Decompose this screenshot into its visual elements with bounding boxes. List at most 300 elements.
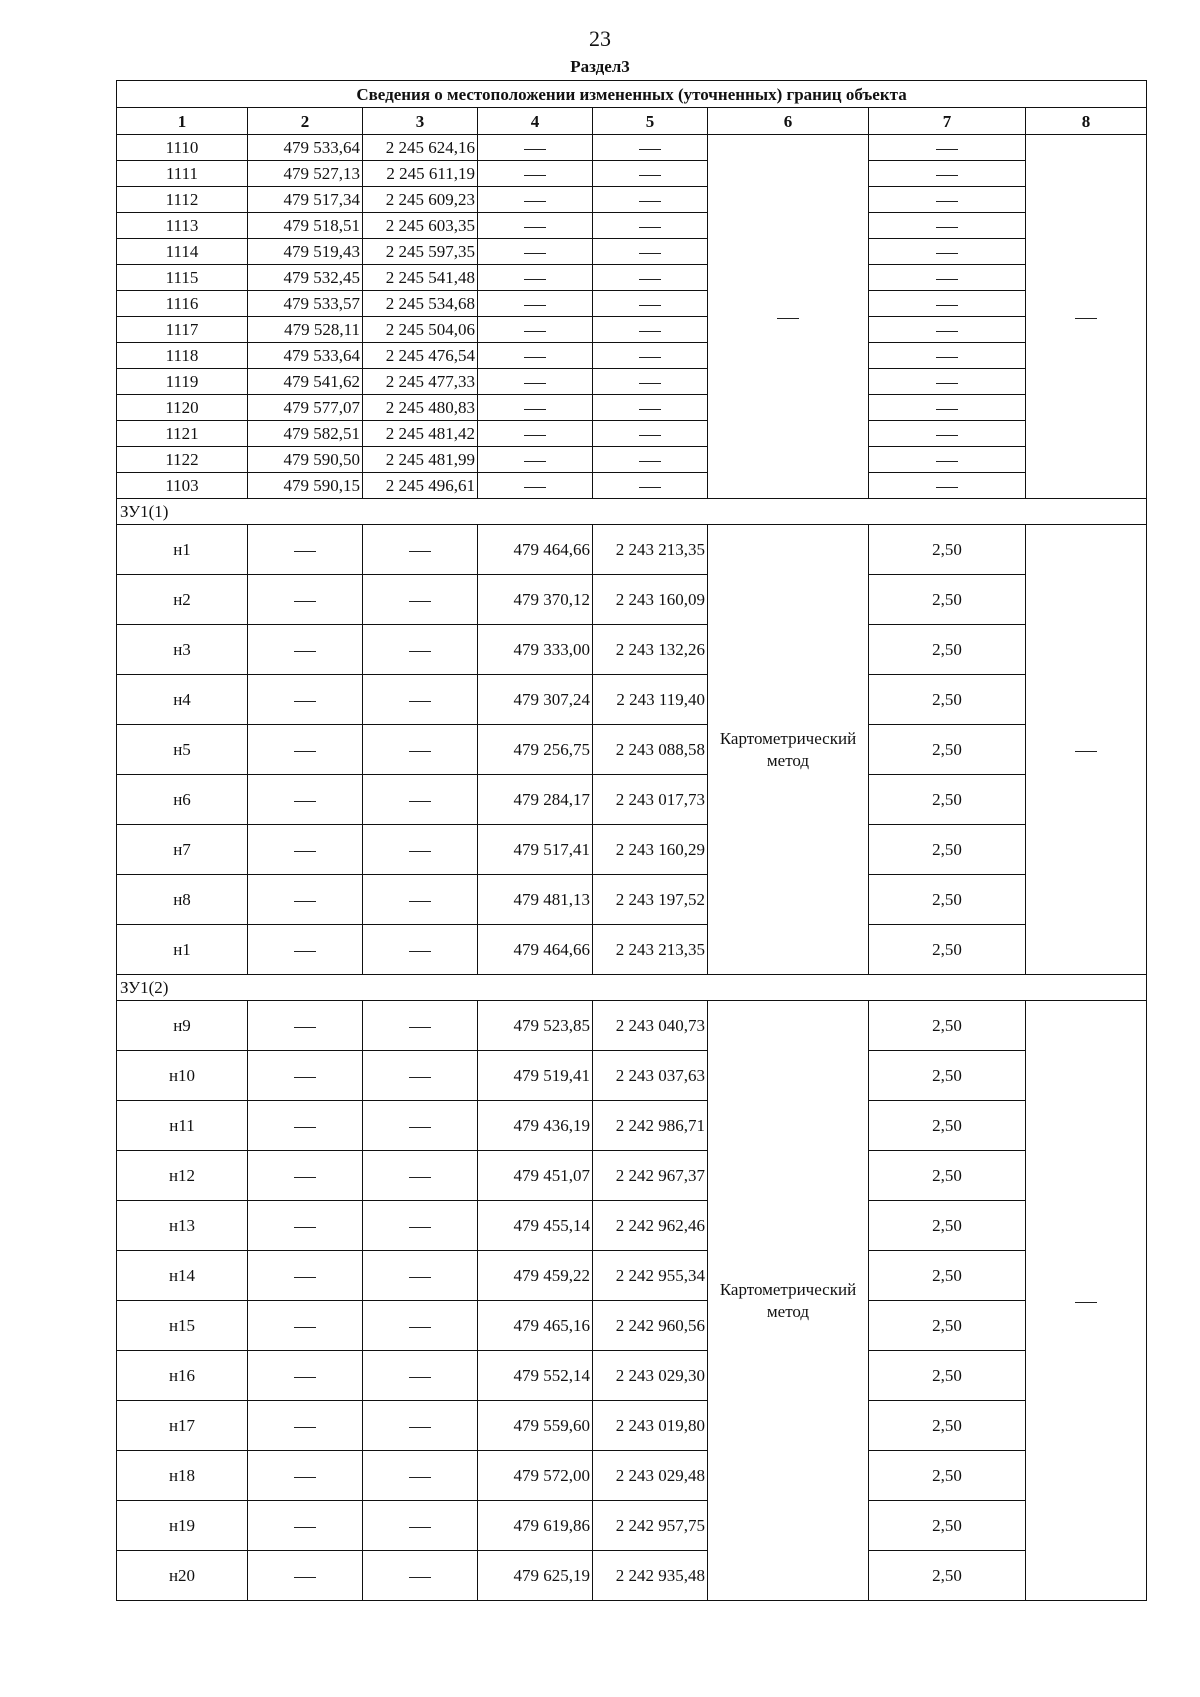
- x-old-value: 479 519,43: [248, 239, 363, 265]
- y-old-value: 2 245 597,35: [363, 239, 478, 265]
- dash-mark: [936, 435, 958, 436]
- x-new-value: [478, 343, 593, 369]
- dash-mark: [409, 751, 431, 752]
- dash-mark: [936, 279, 958, 280]
- y-new-value: [593, 161, 708, 187]
- dash-mark: [409, 1327, 431, 1328]
- dash-mark: [936, 175, 958, 176]
- x-old-value: [248, 1501, 363, 1551]
- precision-value: [869, 343, 1026, 369]
- point-number: 1103: [117, 473, 248, 499]
- description-value: [1026, 135, 1147, 499]
- point-number: н15: [117, 1301, 248, 1351]
- table-row: [117, 1251, 1147, 1301]
- y-old-value: 2 245 480,83: [363, 395, 478, 421]
- x-old-value: [248, 1351, 363, 1401]
- dash-mark: [409, 601, 431, 602]
- precision-value: [869, 161, 1026, 187]
- dash-mark: [409, 1527, 431, 1528]
- dash-mark: [294, 1227, 316, 1228]
- dash-mark: [639, 305, 661, 306]
- precision-value: 2,50: [869, 1001, 1026, 1051]
- precision-value: [869, 239, 1026, 265]
- y-new-value: 2 243 213,35: [593, 525, 708, 575]
- x-old-value: [248, 825, 363, 875]
- y-old-value: [363, 1301, 478, 1351]
- x-new-value: 479 256,75: [478, 725, 593, 775]
- dash-mark: [294, 701, 316, 702]
- dash-mark: [524, 175, 546, 176]
- point-number: н2: [117, 575, 248, 625]
- dash-mark: [639, 461, 661, 462]
- table-row: [117, 825, 1147, 875]
- y-new-value: 2 243 119,40: [593, 675, 708, 725]
- dash-mark: [524, 383, 546, 384]
- precision-value: [869, 291, 1026, 317]
- x-old-value: [248, 1001, 363, 1051]
- y-new-value: 2 243 037,63: [593, 1051, 708, 1101]
- table-row: [117, 291, 1147, 317]
- precision-value: 2,50: [869, 725, 1026, 775]
- dash-mark: [639, 279, 661, 280]
- table-row: [117, 421, 1147, 447]
- dash-mark: [409, 801, 431, 802]
- x-new-value: 479 307,24: [478, 675, 593, 725]
- dash-mark: [639, 149, 661, 150]
- precision-value: 2,50: [869, 1201, 1026, 1251]
- y-old-value: [363, 1201, 478, 1251]
- table-row: [117, 473, 1147, 499]
- y-old-value: [363, 875, 478, 925]
- y-new-value: 2 243 040,73: [593, 1001, 708, 1051]
- point-number: н16: [117, 1351, 248, 1401]
- table-row: [117, 875, 1147, 925]
- dash-mark: [524, 227, 546, 228]
- dash-mark: [936, 357, 958, 358]
- column-number: 2: [248, 108, 363, 135]
- dash-mark: [294, 1527, 316, 1528]
- y-new-value: 2 242 957,75: [593, 1501, 708, 1551]
- x-old-value: [248, 1251, 363, 1301]
- dash-mark: [639, 175, 661, 176]
- dash-mark: [639, 409, 661, 410]
- dash-mark: [524, 435, 546, 436]
- x-new-value: [478, 291, 593, 317]
- precision-value: 2,50: [869, 1351, 1026, 1401]
- point-number: 1113: [117, 213, 248, 239]
- y-new-value: 2 242 962,46: [593, 1201, 708, 1251]
- y-new-value: [593, 265, 708, 291]
- y-old-value: 2 245 603,35: [363, 213, 478, 239]
- point-number: 1119: [117, 369, 248, 395]
- dash-mark: [409, 1077, 431, 1078]
- y-old-value: 2 245 476,54: [363, 343, 478, 369]
- x-old-value: [248, 1101, 363, 1151]
- column-number: 1: [117, 108, 248, 135]
- precision-value: 2,50: [869, 1101, 1026, 1151]
- y-old-value: [363, 1401, 478, 1451]
- y-old-value: [363, 1501, 478, 1551]
- x-old-value: [248, 575, 363, 625]
- group-label: ЗУ1(1): [117, 499, 1147, 525]
- y-new-value: [593, 291, 708, 317]
- y-old-value: 2 245 496,61: [363, 473, 478, 499]
- point-number: 1115: [117, 265, 248, 291]
- precision-value: 2,50: [869, 775, 1026, 825]
- dash-mark: [294, 851, 316, 852]
- x-new-value: 479 517,41: [478, 825, 593, 875]
- dash-mark: [409, 851, 431, 852]
- table-row: [117, 725, 1147, 775]
- x-new-value: 479 455,14: [478, 1201, 593, 1251]
- y-old-value: 2 245 541,48: [363, 265, 478, 291]
- y-new-value: 2 242 935,48: [593, 1551, 708, 1601]
- point-number: н1: [117, 925, 248, 975]
- precision-value: [869, 473, 1026, 499]
- table-row: [117, 187, 1147, 213]
- table-row: [117, 447, 1147, 473]
- x-new-value: [478, 317, 593, 343]
- precision-value: [869, 187, 1026, 213]
- x-old-value: [248, 725, 363, 775]
- point-number: н6: [117, 775, 248, 825]
- x-old-value: 479 590,15: [248, 473, 363, 499]
- x-old-value: 479 577,07: [248, 395, 363, 421]
- dash-mark: [524, 149, 546, 150]
- x-old-value: [248, 875, 363, 925]
- y-new-value: 2 243 017,73: [593, 775, 708, 825]
- table-row: [117, 525, 1147, 575]
- dash-mark: [409, 701, 431, 702]
- y-old-value: 2 245 477,33: [363, 369, 478, 395]
- dash-mark: [294, 901, 316, 902]
- dash-mark: [294, 951, 316, 952]
- x-new-value: 479 436,19: [478, 1101, 593, 1151]
- x-new-value: [478, 161, 593, 187]
- dash-mark: [294, 1427, 316, 1428]
- dash-mark: [294, 1177, 316, 1178]
- group-row: [117, 499, 1147, 525]
- point-number: н18: [117, 1451, 248, 1501]
- precision-value: 2,50: [869, 825, 1026, 875]
- dash-mark: [936, 149, 958, 150]
- x-new-value: 479 559,60: [478, 1401, 593, 1451]
- dash-mark: [294, 601, 316, 602]
- y-new-value: 2 243 160,09: [593, 575, 708, 625]
- x-old-value: 479 517,34: [248, 187, 363, 213]
- y-old-value: 2 245 504,06: [363, 317, 478, 343]
- dash-mark: [524, 487, 546, 488]
- x-old-value: 479 541,62: [248, 369, 363, 395]
- dash-mark: [409, 651, 431, 652]
- dash-mark: [294, 1127, 316, 1128]
- precision-value: 2,50: [869, 525, 1026, 575]
- point-number: н1: [117, 525, 248, 575]
- y-new-value: [593, 239, 708, 265]
- y-new-value: [593, 395, 708, 421]
- y-new-value: 2 243 213,35: [593, 925, 708, 975]
- y-new-value: [593, 369, 708, 395]
- dash-mark: [1075, 751, 1097, 752]
- dash-mark: [936, 409, 958, 410]
- y-new-value: [593, 447, 708, 473]
- table-row: [117, 1001, 1147, 1051]
- x-old-value: [248, 525, 363, 575]
- point-number: н10: [117, 1051, 248, 1101]
- x-old-value: 479 532,45: [248, 265, 363, 291]
- description-value: [1026, 525, 1147, 975]
- table-row: [117, 1151, 1147, 1201]
- dash-mark: [409, 1277, 431, 1278]
- x-new-value: 479 451,07: [478, 1151, 593, 1201]
- dash-mark: [639, 227, 661, 228]
- x-new-value: [478, 395, 593, 421]
- y-new-value: 2 242 967,37: [593, 1151, 708, 1201]
- point-number: н17: [117, 1401, 248, 1451]
- dash-mark: [294, 801, 316, 802]
- dash-mark: [409, 1477, 431, 1478]
- page-number: 23: [589, 26, 611, 51]
- precision-value: 2,50: [869, 1301, 1026, 1351]
- table-row: [117, 1201, 1147, 1251]
- method-value: Картометрический метод: [708, 1001, 869, 1601]
- x-old-value: [248, 1451, 363, 1501]
- dash-mark: [409, 951, 431, 952]
- dash-mark: [409, 1427, 431, 1428]
- y-old-value: [363, 1051, 478, 1101]
- dash-mark: [409, 1127, 431, 1128]
- point-number: н7: [117, 825, 248, 875]
- y-old-value: [363, 1251, 478, 1301]
- table-row: [117, 135, 1147, 161]
- x-new-value: 479 284,17: [478, 775, 593, 825]
- point-number: 1116: [117, 291, 248, 317]
- column-number: 4: [478, 108, 593, 135]
- y-old-value: [363, 725, 478, 775]
- dash-mark: [294, 751, 316, 752]
- point-number: н4: [117, 675, 248, 725]
- table-row: [117, 213, 1147, 239]
- group-row: [117, 975, 1147, 1001]
- dash-mark: [524, 357, 546, 358]
- table-row: [117, 675, 1147, 725]
- point-number: н19: [117, 1501, 248, 1551]
- y-new-value: [593, 135, 708, 161]
- table-row: [117, 1301, 1147, 1351]
- x-new-value: 479 464,66: [478, 525, 593, 575]
- column-number: 5: [593, 108, 708, 135]
- precision-value: 2,50: [869, 1501, 1026, 1551]
- dash-mark: [1075, 318, 1097, 319]
- y-old-value: [363, 625, 478, 675]
- x-new-value: [478, 265, 593, 291]
- section-title: Раздел3: [570, 57, 630, 76]
- x-new-value: 479 464,66: [478, 925, 593, 975]
- description-value: [1026, 1001, 1147, 1601]
- y-new-value: 2 243 197,52: [593, 875, 708, 925]
- precision-value: 2,50: [869, 1251, 1026, 1301]
- table-row: [117, 625, 1147, 675]
- x-new-value: [478, 421, 593, 447]
- y-new-value: [593, 473, 708, 499]
- x-new-value: [478, 447, 593, 473]
- column-number: 3: [363, 108, 478, 135]
- x-new-value: [478, 239, 593, 265]
- table-title: Сведения о местоположении измененных (уточненных) границ объекта: [117, 81, 1147, 108]
- precision-value: [869, 317, 1026, 343]
- x-old-value: [248, 925, 363, 975]
- y-old-value: [363, 1351, 478, 1401]
- x-old-value: 479 527,13: [248, 161, 363, 187]
- y-old-value: [363, 825, 478, 875]
- x-new-value: [478, 213, 593, 239]
- x-new-value: 479 519,41: [478, 1051, 593, 1101]
- dash-mark: [639, 253, 661, 254]
- y-new-value: [593, 343, 708, 369]
- y-new-value: 2 242 955,34: [593, 1251, 708, 1301]
- x-new-value: 479 465,16: [478, 1301, 593, 1351]
- x-new-value: 479 572,00: [478, 1451, 593, 1501]
- x-new-value: 479 625,19: [478, 1551, 593, 1601]
- y-old-value: 2 245 534,68: [363, 291, 478, 317]
- dash-mark: [294, 1027, 316, 1028]
- y-old-value: 2 245 609,23: [363, 187, 478, 213]
- table-row: [117, 1101, 1147, 1151]
- table-row: [117, 161, 1147, 187]
- table-row: [117, 1451, 1147, 1501]
- y-old-value: [363, 1551, 478, 1601]
- dash-mark: [409, 901, 431, 902]
- x-new-value: [478, 369, 593, 395]
- table-row: [117, 317, 1147, 343]
- y-new-value: 2 243 160,29: [593, 825, 708, 875]
- dash-mark: [409, 1177, 431, 1178]
- dash-mark: [936, 383, 958, 384]
- precision-value: 2,50: [869, 675, 1026, 725]
- table-row: [117, 925, 1147, 975]
- point-number: н20: [117, 1551, 248, 1601]
- dash-mark: [294, 1377, 316, 1378]
- precision-value: [869, 369, 1026, 395]
- point-number: 1121: [117, 421, 248, 447]
- x-old-value: 479 533,64: [248, 135, 363, 161]
- dash-mark: [936, 487, 958, 488]
- x-new-value: [478, 187, 593, 213]
- x-old-value: [248, 1051, 363, 1101]
- table-row: [117, 239, 1147, 265]
- point-number: н5: [117, 725, 248, 775]
- x-new-value: 479 523,85: [478, 1001, 593, 1051]
- dash-mark: [524, 409, 546, 410]
- y-new-value: 2 243 132,26: [593, 625, 708, 675]
- x-new-value: 479 481,13: [478, 875, 593, 925]
- x-new-value: 479 552,14: [478, 1351, 593, 1401]
- table-row: [117, 369, 1147, 395]
- dash-mark: [936, 227, 958, 228]
- point-number: 1117: [117, 317, 248, 343]
- group-label: ЗУ1(2): [117, 975, 1147, 1001]
- x-old-value: 479 518,51: [248, 213, 363, 239]
- dash-mark: [409, 1227, 431, 1228]
- precision-value: [869, 395, 1026, 421]
- table-row: [117, 1501, 1147, 1551]
- precision-value: [869, 421, 1026, 447]
- y-new-value: [593, 187, 708, 213]
- method-value: Картометрический метод: [708, 525, 869, 975]
- x-old-value: 479 528,11: [248, 317, 363, 343]
- dash-mark: [639, 331, 661, 332]
- y-old-value: [363, 1001, 478, 1051]
- y-new-value: 2 242 960,56: [593, 1301, 708, 1351]
- dash-mark: [524, 331, 546, 332]
- dash-mark: [524, 279, 546, 280]
- y-old-value: [363, 525, 478, 575]
- table-row: [117, 575, 1147, 625]
- dash-mark: [936, 331, 958, 332]
- precision-value: 2,50: [869, 1451, 1026, 1501]
- precision-value: [869, 135, 1026, 161]
- point-number: н8: [117, 875, 248, 925]
- point-number: 1122: [117, 447, 248, 473]
- y-new-value: [593, 317, 708, 343]
- dash-mark: [1075, 1302, 1097, 1303]
- point-number: н9: [117, 1001, 248, 1051]
- dash-mark: [409, 551, 431, 552]
- x-new-value: [478, 135, 593, 161]
- y-old-value: [363, 925, 478, 975]
- dash-mark: [294, 1477, 316, 1478]
- x-new-value: 479 619,86: [478, 1501, 593, 1551]
- column-number: 6: [708, 108, 869, 135]
- x-new-value: [478, 473, 593, 499]
- x-old-value: [248, 1201, 363, 1251]
- dash-mark: [524, 461, 546, 462]
- precision-value: 2,50: [869, 925, 1026, 975]
- y-new-value: 2 243 029,30: [593, 1351, 708, 1401]
- y-new-value: 2 243 088,58: [593, 725, 708, 775]
- table-row: [117, 1051, 1147, 1101]
- y-old-value: 2 245 481,99: [363, 447, 478, 473]
- x-old-value: [248, 1551, 363, 1601]
- y-new-value: 2 242 986,71: [593, 1101, 708, 1151]
- dash-mark: [936, 461, 958, 462]
- precision-value: [869, 447, 1026, 473]
- y-old-value: [363, 575, 478, 625]
- dash-mark: [639, 201, 661, 202]
- dash-mark: [639, 435, 661, 436]
- precision-value: 2,50: [869, 575, 1026, 625]
- x-new-value: 479 333,00: [478, 625, 593, 675]
- precision-value: 2,50: [869, 1401, 1026, 1451]
- dash-mark: [294, 651, 316, 652]
- point-number: н13: [117, 1201, 248, 1251]
- dash-mark: [409, 1027, 431, 1028]
- y-old-value: [363, 1151, 478, 1201]
- precision-value: 2,50: [869, 1151, 1026, 1201]
- x-old-value: [248, 1401, 363, 1451]
- table-row: [117, 343, 1147, 369]
- y-new-value: [593, 421, 708, 447]
- dash-mark: [294, 1277, 316, 1278]
- y-old-value: [363, 1101, 478, 1151]
- dash-mark: [294, 1577, 316, 1578]
- table-row: [117, 775, 1147, 825]
- dash-mark: [524, 253, 546, 254]
- point-number: 1114: [117, 239, 248, 265]
- dash-mark: [936, 201, 958, 202]
- dash-mark: [936, 253, 958, 254]
- dash-mark: [639, 383, 661, 384]
